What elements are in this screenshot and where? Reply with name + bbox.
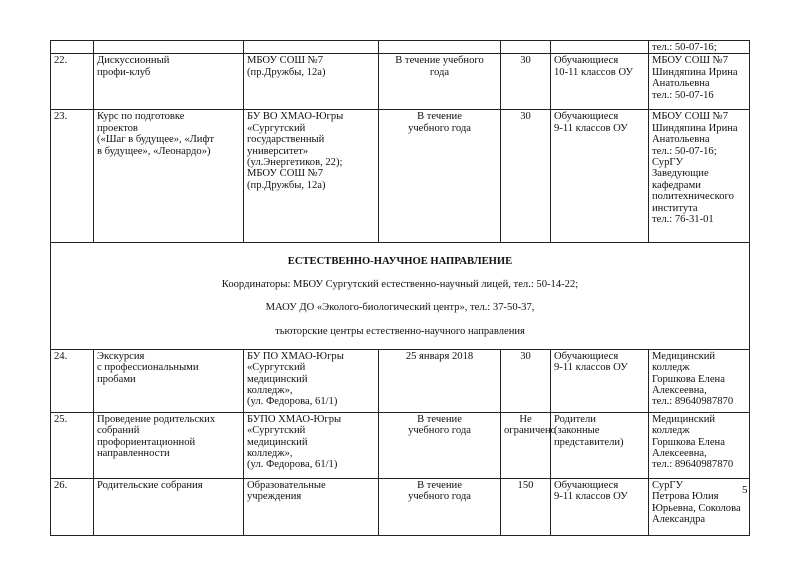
participant-count: 30 — [501, 349, 551, 412]
event-name: Дискуссионный профи-клуб — [94, 54, 244, 110]
contact: Медицинский колледж Горшкова Елена Алексеевна, тел.: 89640987870 — [649, 412, 750, 478]
participant-count: Не ограничено — [501, 412, 551, 478]
audience: Обучающиеся 9-11 классов ОУ — [551, 478, 649, 535]
table-row — [51, 110, 750, 243]
audience — [551, 41, 649, 54]
event-name: Курс по подготовке проектов («Шаг в будущее», «Лифт в будущее», «Леонардо») — [94, 110, 244, 243]
event-name: Родительские собрания — [94, 478, 244, 535]
event-name: Проведение родительских собраний профориентационной направленности — [94, 412, 244, 478]
section-header — [51, 243, 750, 349]
contact: Медицинский колледж Горшкова Елена Алексеевна, тел.: 89640987870 — [649, 349, 750, 412]
contact: МБОУ СОШ №7 Шиндяпина Ирина Анатольевна тел.: 50-07-16; СурГУ Заведующие кафедрами политехнического института тел.: 76-31-01 — [649, 110, 750, 243]
event-date — [379, 41, 501, 54]
event-place: Образовательные учреждения — [244, 478, 379, 535]
audience: Обучающиеся 10-11 классов ОУ — [551, 54, 649, 110]
events-table — [50, 40, 750, 536]
event-place — [244, 41, 379, 54]
row-number: 25. — [51, 412, 94, 478]
event-date: В течение учебного года — [379, 478, 501, 535]
section-title: ЕСТЕСТВЕННО-НАУЧНОЕ НАПРАВЛЕНИЕ — [287, 256, 513, 267]
audience: Обучающиеся 9-11 классов ОУ — [551, 349, 649, 412]
section-coordinators-2: МАОУ ДО «Эколого-биологический центр», тел.: 37-50-37, — [265, 302, 535, 314]
row-number: 24. — [51, 349, 94, 412]
section-coordinators: Координаторы: МБОУ Сургутский естественно-научный лицей, тел.: 50-14-22; — [221, 279, 579, 291]
event-date: В течение учебного года — [379, 110, 501, 243]
event-place: БУ ПО ХМАО-Югры «Сургутский медицинский колледж», (ул. Федорова, 61/1) — [244, 349, 379, 412]
event-place: БУПО ХМАО-Югры «Сургутский медицинский колледж», (ул. Федорова, 61/1) — [244, 412, 379, 478]
contact: СурГУ Петрова Юлия Юрьевна, Соколова Александра — [649, 478, 750, 535]
table-row — [51, 478, 750, 535]
event-place: МБОУ СОШ №7 (пр.Дружбы, 12а) — [244, 54, 379, 110]
participant-count: 30 — [501, 54, 551, 110]
event-date: В течение учебного года — [379, 54, 501, 110]
table-row — [51, 349, 750, 412]
section-coordinators-3: тьюторские центры естественно-научного направления — [275, 325, 525, 337]
contact: МБОУ СОШ №7 Шиндяпина Ирина Анатольевна тел.: 50-07-16 — [649, 54, 750, 110]
audience: Обучающиеся 9-11 классов ОУ — [551, 110, 649, 243]
event-name — [94, 41, 244, 54]
row-number — [51, 41, 94, 54]
row-number: 22. — [51, 54, 94, 110]
participant-count — [501, 41, 551, 54]
contact: тел.: 50-07-16; — [649, 41, 750, 54]
participant-count: 150 — [501, 478, 551, 535]
section-header-row — [51, 243, 750, 349]
event-date: 25 января 2018 — [379, 349, 501, 412]
row-number: 26. — [51, 478, 94, 535]
table-row — [51, 54, 750, 110]
participant-count: 30 — [501, 110, 551, 243]
page-number: 5 — [742, 484, 748, 496]
event-date: В течение учебного года — [379, 412, 501, 478]
table-row — [51, 41, 750, 54]
table-row — [51, 412, 750, 478]
audience: Родители (законные представители) — [551, 412, 649, 478]
event-name: Экскурсия с профессиональными пробами — [94, 349, 244, 412]
row-number: 23. — [51, 110, 94, 243]
event-place: БУ ВО ХМАО-Югры «Сургутский государственный университет» (ул.Энергетиков, 22); МБОУ СОШ №7 (пр.Дружбы, 12а) — [244, 110, 379, 243]
